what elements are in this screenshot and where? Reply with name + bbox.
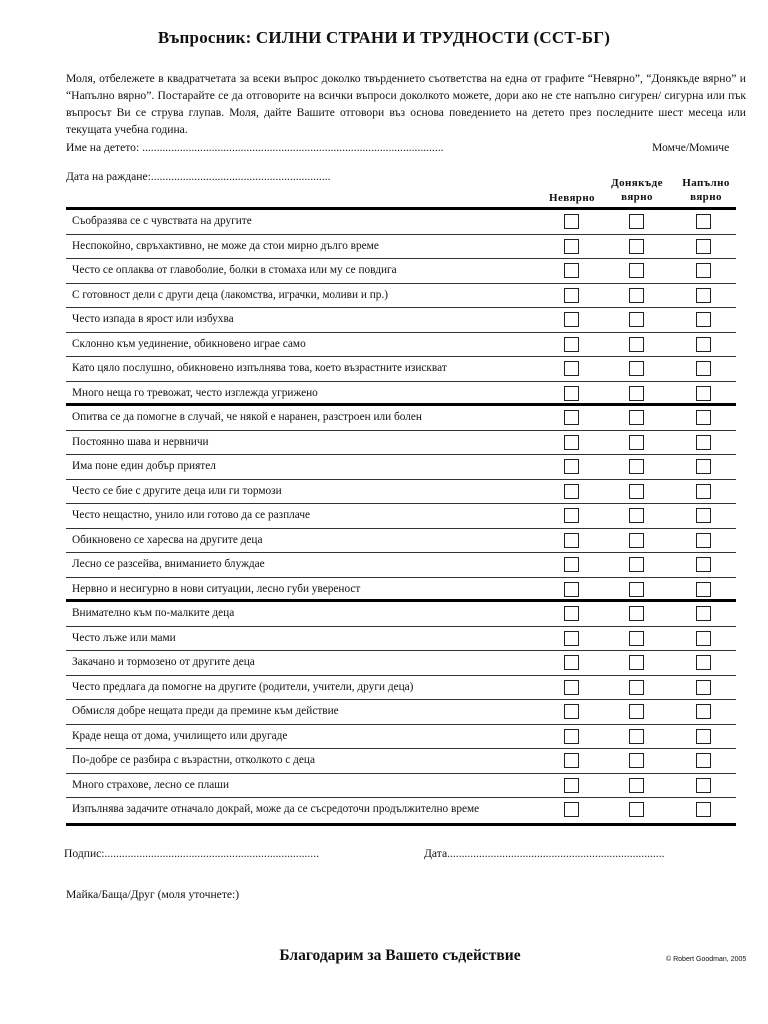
checkbox-certainly-true[interactable] — [696, 680, 711, 695]
checkbox-certainly-true[interactable] — [696, 729, 711, 744]
question-text: Опитва се да помогне в случай, че някой е наранен, разстроен или болен — [72, 411, 422, 423]
checkbox-not-true[interactable] — [564, 214, 579, 229]
checkbox-not-true[interactable] — [564, 435, 579, 450]
question-row — [66, 700, 736, 725]
checkbox-certainly-true[interactable] — [696, 753, 711, 768]
checkbox-not-true[interactable] — [564, 557, 579, 572]
question-row — [66, 308, 736, 333]
checkbox-certainly-true[interactable] — [696, 802, 711, 817]
checkbox-not-true[interactable] — [564, 533, 579, 548]
checkbox-certainly-true[interactable] — [696, 655, 711, 670]
checkbox-somewhat-true[interactable] — [629, 435, 644, 450]
checkbox-not-true[interactable] — [564, 239, 579, 254]
checkbox-somewhat-true[interactable] — [629, 410, 644, 425]
question-text: Много неща го тревожат, често изглежда угрижено — [72, 386, 318, 399]
checkbox-not-true[interactable] — [564, 459, 579, 474]
checkbox-somewhat-true[interactable] — [629, 729, 644, 744]
question-text: Нервно и несигурно в нови ситуации, лесно губи увереност — [72, 582, 361, 595]
question-text: Закачано и тормозено от другите деца — [72, 656, 255, 668]
question-row — [66, 602, 736, 627]
checkbox-somewhat-true[interactable] — [629, 802, 644, 817]
checkbox-certainly-true[interactable] — [696, 312, 711, 327]
question-text: Има поне един добър приятел — [72, 460, 216, 472]
question-row — [66, 455, 736, 480]
checkbox-not-true[interactable] — [564, 337, 579, 352]
checkbox-somewhat-true[interactable] — [629, 582, 644, 597]
copyright-text: © Robert Goodman, 2005 — [666, 956, 747, 963]
questions-table — [66, 207, 736, 826]
checkbox-certainly-true[interactable] — [696, 361, 711, 376]
checkbox-not-true[interactable] — [564, 729, 579, 744]
column-header-somewhat-true: Донякъде вярно — [611, 177, 663, 203]
checkbox-somewhat-true[interactable] — [629, 655, 644, 670]
question-text: Изпълнява задачите отначало докрай, може да се съсредоточи продължително време — [72, 803, 480, 815]
thanks-text: Благодарим за Вашето съдействие — [279, 947, 521, 964]
checkbox-not-true[interactable] — [564, 312, 579, 327]
question-row — [66, 382, 736, 407]
checkbox-certainly-true[interactable] — [696, 606, 711, 621]
checkbox-somewhat-true[interactable] — [629, 263, 644, 278]
checkbox-certainly-true[interactable] — [696, 631, 711, 646]
checkbox-certainly-true[interactable] — [696, 239, 711, 254]
checkbox-not-true[interactable] — [564, 288, 579, 303]
instructions-text: Моля, отбележете в квадратчетата за всеки въпрос доколко твърдението съответства на една от графите “Невярно”, “Донякъде вярно” и “Напълно вярно”. Постарайте се да отговорите на всички въпроси доколкото можете, дори ако не сте напълно сигурен/ сигурна или пък въпросът Ви се струва глупав. Моля, дайте Вашите отговори въз основа поведението на детето през последните шест месеца или текущата учебна година. — [66, 72, 746, 136]
relationship-field[interactable]: Майка/Баща/Друг (моля уточнете:) — [66, 888, 240, 901]
checkbox-certainly-true[interactable] — [696, 214, 711, 229]
checkbox-somewhat-true[interactable] — [629, 386, 644, 401]
checkbox-somewhat-true[interactable] — [629, 288, 644, 303]
question-row — [66, 725, 736, 750]
question-text: Често лъже или мами — [72, 631, 176, 644]
question-row — [66, 651, 736, 676]
question-text: Често предлага да помогне на другите (родители, учители, други деца) — [72, 680, 414, 693]
checkbox-not-true[interactable] — [564, 410, 579, 425]
checkbox-somewhat-true[interactable] — [629, 753, 644, 768]
checkbox-certainly-true[interactable] — [696, 778, 711, 793]
checkbox-somewhat-true[interactable] — [629, 459, 644, 474]
checkbox-somewhat-true[interactable] — [629, 704, 644, 719]
question-text: С готовност дели с други деца (лакомства, играчки, моливи и пр.) — [72, 288, 389, 301]
checkbox-somewhat-true[interactable] — [629, 606, 644, 621]
checkbox-somewhat-true[interactable] — [629, 337, 644, 352]
checkbox-certainly-true[interactable] — [696, 435, 711, 450]
question-row — [66, 284, 736, 309]
checkbox-certainly-true[interactable] — [696, 582, 711, 597]
question-row — [66, 235, 736, 260]
question-text: Често нещастно, унило или готово да се разплаче — [72, 509, 311, 521]
question-row — [66, 480, 736, 505]
question-text: Много страхове, лесно се плаши — [72, 778, 230, 791]
checkbox-certainly-true[interactable] — [696, 484, 711, 499]
question-text: Обикновено се харесва на другите деца — [72, 533, 263, 546]
checkbox-certainly-true[interactable] — [696, 704, 711, 719]
question-row — [66, 259, 736, 284]
column-header-not-true: Невярно — [549, 192, 595, 204]
question-text: Неспокойно, свръхактивно, не може да стои мирно дълго време — [72, 239, 379, 252]
question-text: Постоянно шава и нервничи — [72, 435, 209, 448]
checkbox-not-true[interactable] — [564, 655, 579, 670]
question-text: Лесно се разсейва, вниманието блуждае — [72, 558, 265, 570]
checkbox-not-true[interactable] — [564, 386, 579, 401]
form-title: Въпросник: СИЛНИ СТРАНИ И ТРУДНОСТИ (ССТ-БГ) — [157, 28, 611, 47]
question-text: Често изпада в ярост или избухва — [72, 313, 234, 325]
checkbox-not-true[interactable] — [564, 753, 579, 768]
checkbox-not-true[interactable] — [564, 606, 579, 621]
checkbox-certainly-true[interactable] — [696, 263, 711, 278]
question-row — [66, 774, 736, 799]
checkbox-certainly-true[interactable] — [696, 459, 711, 474]
checkbox-somewhat-true[interactable] — [629, 557, 644, 572]
question-text: Като цяло послушно, обикновено изпълнява това, което възрастните изискват — [72, 362, 447, 374]
checkbox-somewhat-true[interactable] — [629, 312, 644, 327]
child-name-field[interactable]: Име на детето: ........................................................................................................ — [66, 141, 444, 154]
checkbox-somewhat-true[interactable] — [629, 239, 644, 254]
checkbox-not-true[interactable] — [564, 631, 579, 646]
signature-field[interactable]: Подпис:.......................................................................... — [64, 847, 319, 860]
gender-field[interactable]: Момче/Момиче — [652, 141, 730, 154]
birth-date-field[interactable]: Дата на раждане:.............................................................. — [66, 170, 331, 183]
question-row — [66, 749, 736, 774]
checkbox-certainly-true[interactable] — [696, 386, 711, 401]
question-row — [66, 529, 736, 554]
checkbox-certainly-true[interactable] — [696, 533, 711, 548]
question-row — [66, 627, 736, 652]
question-text: Обмисля добре нещата преди да премине към действие — [72, 705, 339, 717]
question-text: Внимателно към по-малките деца — [72, 607, 235, 619]
checkbox-certainly-true[interactable] — [696, 337, 711, 352]
checkbox-somewhat-true[interactable] — [629, 508, 644, 523]
date-field[interactable]: Дата........................................................................... — [424, 847, 665, 860]
checkbox-certainly-true[interactable] — [696, 557, 711, 572]
checkbox-not-true[interactable] — [564, 802, 579, 817]
question-text: Често се оплаква от главоболие, болки в стомаха или му се повдига — [72, 264, 397, 276]
checkbox-somewhat-true[interactable] — [629, 778, 644, 793]
question-row — [66, 357, 736, 382]
checkbox-certainly-true[interactable] — [696, 410, 711, 425]
checkbox-somewhat-true[interactable] — [629, 533, 644, 548]
checkbox-not-true[interactable] — [564, 778, 579, 793]
question-text: По-добре се разбира с възрастни, отколкото с деца — [72, 754, 315, 766]
checkbox-not-true[interactable] — [564, 680, 579, 695]
checkbox-somewhat-true[interactable] — [629, 631, 644, 646]
question-row — [66, 333, 736, 358]
question-row — [66, 431, 736, 456]
checkbox-not-true[interactable] — [564, 582, 579, 597]
checkbox-certainly-true[interactable] — [696, 508, 711, 523]
question-row — [66, 578, 736, 603]
question-row — [66, 676, 736, 701]
checkbox-somewhat-true[interactable] — [629, 361, 644, 376]
checkbox-not-true[interactable] — [564, 263, 579, 278]
question-row — [66, 798, 736, 823]
checkbox-somewhat-true[interactable] — [629, 214, 644, 229]
question-row — [66, 504, 736, 529]
question-text: Склонно към уединение, обикновено играе само — [72, 337, 306, 350]
column-header-certainly-true: Напълно вярно — [682, 177, 730, 203]
question-row — [66, 210, 736, 235]
checkbox-somewhat-true[interactable] — [629, 680, 644, 695]
checkbox-somewhat-true[interactable] — [629, 484, 644, 499]
checkbox-not-true[interactable] — [564, 704, 579, 719]
question-text: Съобразява се с чувствата на другите — [72, 215, 252, 227]
question-row — [66, 553, 736, 578]
checkbox-not-true[interactable] — [564, 484, 579, 499]
question-text: Краде неща от дома, училището или другаде — [72, 729, 288, 742]
question-text: Често се бие с другите деца или ги тормози — [72, 484, 282, 497]
checkbox-not-true[interactable] — [564, 508, 579, 523]
checkbox-not-true[interactable] — [564, 361, 579, 376]
checkbox-certainly-true[interactable] — [696, 288, 711, 303]
question-row — [66, 406, 736, 431]
